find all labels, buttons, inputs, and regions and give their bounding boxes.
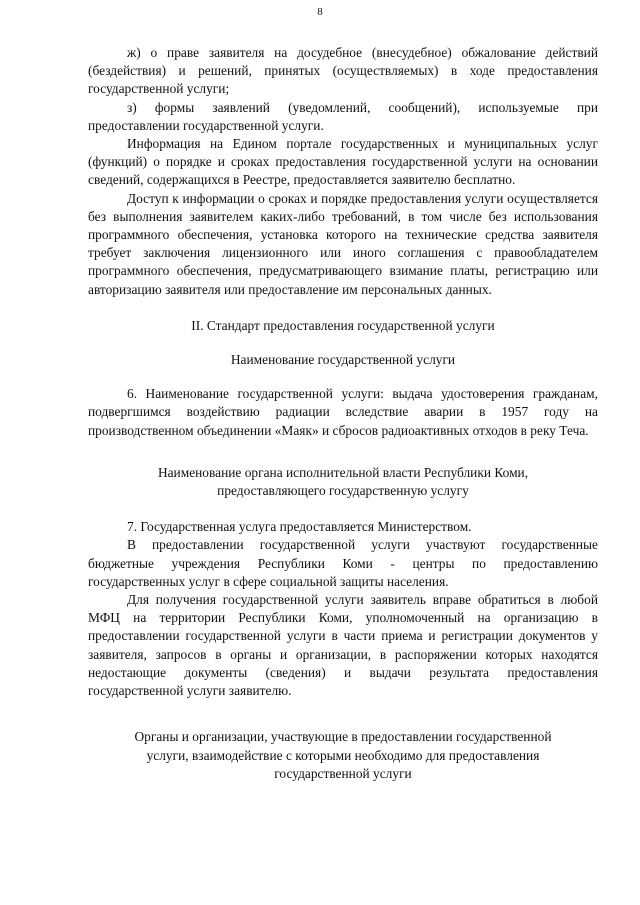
subtitle-organ-line-1: Наименование органа исполнительной власти Республики Коми,	[157, 464, 529, 480]
paragraph-item-z: з) формы заявлений (уведомлений, сообщений), используемые при предоставлении государственной услуги.	[88, 99, 598, 133]
subtitle-bodies-line-3: государственной услуги	[274, 765, 412, 781]
subtitle-service-name: Наименование государственной услуги	[230, 352, 456, 368]
paragraph-mfc: Для получения государственной услуги заявитель вправе обратиться в любой МФЦ на территории Республики Коми, уполномоченный на организацию в предоставлении государственной услуги в части приема и регистрации документов у заявителя, запросов в органы и организации, в распоряжении которых находятся недостающие документы (сведения) и выдачи результата предоставления государственной услуги заявителю.	[88, 592, 598, 699]
paragraph-participants: В предоставлении государственной услуги участвуют государственные бюджетные учреждения Республики Коми - центры по предоставлению государственных услуг в сфере социальной защиты населения.	[88, 537, 598, 589]
subtitle-bodies-line-1: Органы и организации, участвующие в предоставлении государственной	[134, 729, 552, 745]
page-number: 8	[317, 6, 323, 18]
paragraph-item-7: 7. Государственная услуга предоставляется Министерством.	[127, 519, 472, 535]
paragraph-info-portal: Информация на Едином портале государственных и муниципальных услуг (функций) о порядке и сроках предоставления государственной услуги на основании сведений, содержащихся в Реестре, предоставляется заявителю бесплатно.	[88, 136, 598, 188]
subtitle-organ-line-2: предоставляющего государственную услугу	[217, 483, 469, 499]
paragraph-item-zh: ж) о праве заявителя на досудебное (внесудебное) обжалование действий (бездействия) и решений, принятых (осуществляемых) в ходе предоставления государственной услуги;	[88, 45, 598, 97]
section-title: II. Стандарт предоставления государственной услуги	[191, 317, 495, 333]
document-body	[88, 44, 598, 783]
paragraph-access: Доступ к информации о сроках и порядке предоставления услуги осуществляется без выполнения заявителем каких-либо требований, в том числе без использования программного обеспечения, установка которого на технические средства заявителя требует заключения лицензионного или иного соглашения с правообладателем программного обеспечения, предусматривающего взимание платы, регистрацию или авторизацию заявителя или предоставление им персональных данных.	[88, 190, 598, 297]
subtitle-bodies-line-2: услуги, взаимодействие с которыми необходимо для предоставления	[146, 747, 540, 763]
paragraph-item-6: 6. Наименование государственной услуги: выдача удостоверения гражданам, подвергшимся воздействию радиации вследствие аварии в 1957 году на производственном объединении «Маяк» и сбросов радиоактивных отходов в реку Теча.	[88, 386, 598, 438]
